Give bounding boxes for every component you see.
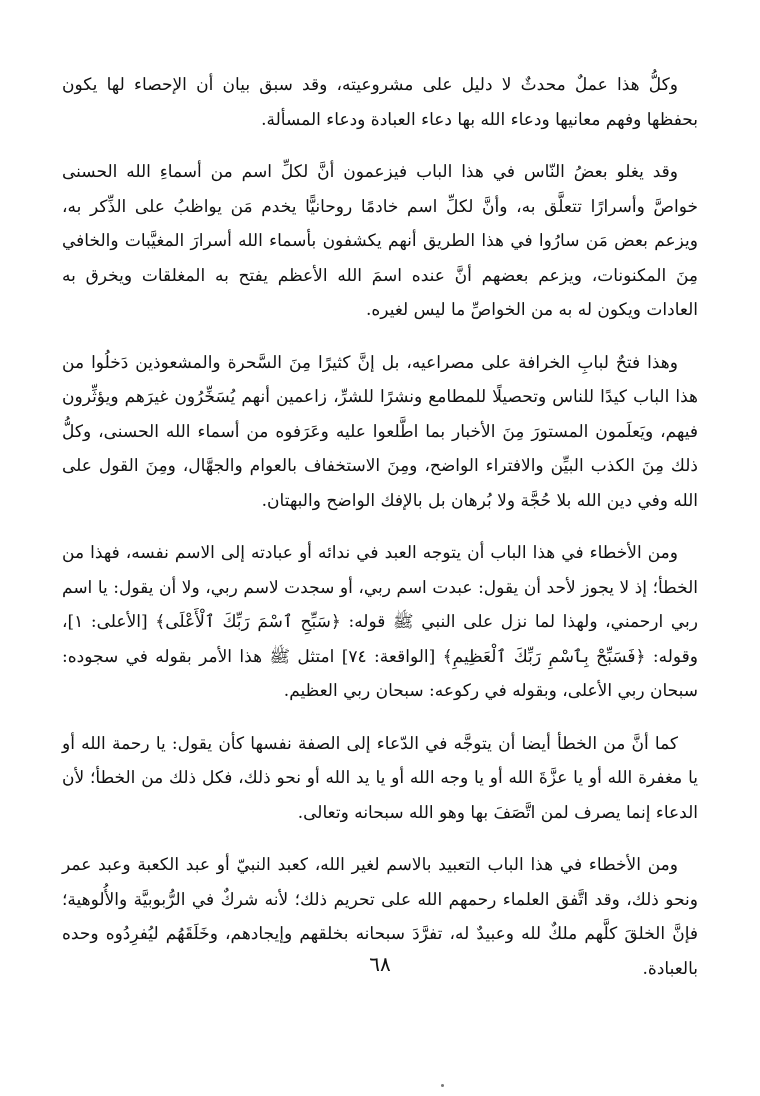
page-body: [62, 68, 698, 1000]
paragraph-4: ومن الأخطاء في هذا الباب أن يتوجه العبد في ندائه أو عبادته إلى الاسم نفسه، فهذا من الخطأ؛ إذ لا يجوز لأحد أن يقول: عبدت اسم ربي، أو سجدت لاسم ربي، ولا أن يقول: يا اسم ربي ارحمني، ولهذا لما نزل على النبي ﷺ قوله: ﴿سَبِّحِ ٱسْمَ رَبِّكَ ٱلْأَعْلَى﴾ [الأعلى: ١]، وقوله: ﴿فَسَبِّحْ بِٱسْمِ رَبِّكَ ٱلْعَظِيمِ﴾ [الواقعة: ٧٤] امتثل ﷺ هذا الأمر بقوله في سجوده: سبحان ربي الأعلى، وبقوله في ركوعه: سبحان ربي العظيم.: [62, 543, 698, 701]
paragraph-5: كما أنَّ من الخطأ أيضا أن يتوجَّه في الدّعاء إلى الصفة نفسها كأن يقول: يا رحمة الله أو يا مغفرة الله أو يا عزَّةَ الله أو يا وجه الله أو يا يد الله أو نحو ذلك، فكل ذلك من الخطأ؛ لأن الدعاء إنما يصرف لمن اتَّصَفَ بها وهو الله سبحانه وتعالى.: [62, 733, 698, 823]
paragraph-1: وكلُّ هذا عملٌ محدثٌ لا دليل على مشروعيته، وقد سبق بيان أن الإحصاء لها يكون بحفظها وفهم معانيها ودعاء الله بها دعاء العبادة ودعاء المسألة.: [62, 75, 698, 130]
paragraph-3: وهذا فتحٌ لبابِ الخرافة على مصراعيه، بل إنَّ كثيرًا مِنَ السَّحرة والمشعوذين دَخلُوا من هذا الباب كيدًا للناس وتحصيلًا للمطامع ونشرًا للشرِّ، زاعمين أنهم يُسَخِّرُون غيرَهم ويؤثِّرون فيهم، ويَعلَمون المستورَ مِنَ الأخبار بما اطَّلعوا عليه وعَرَفوه من أسماء الله الحسنى، وكلُّ ذلك مِنَ الكذب البيِّن والافتراء الواضح، ومِنَ الاستخفاف بالعوام والجهَّال، ومِنَ القول على الله وفي دين الله بلا حُجَّة ولا بُرهان بل بالإفك الواضح والبهتان.: [62, 352, 698, 511]
paragraph-6: ومن الأخطاء في هذا الباب التعبيد بالاسم لغير الله، كعبد النبيّ أو عبد الكعبة وعبد عمر ونحو ذلك، وقد اتَّفق العلماء رحمهم الله على تحريم ذلك؛ لأنه شركٌ في الرُّبوبيَّة والأُلوهية؛ فإنَّ الخلقَ كلَّهم ملكٌ لله وعبيدٌ له، تفرَّدَ سبحانه بخلقهم وإيجادهم، وخَلَقَهُم ليُفرِدُوه وحده بالعبادة.: [62, 855, 698, 979]
page-number: ٦٨: [369, 952, 391, 976]
footer-dot: [441, 1084, 444, 1087]
paragraph-2: وقد يغلو بعضُ النّاس في هذا الباب فيزعمون أنَّ لكلِّ اسم من أسماءِ الله الحسنى خواصَّ وأسرارًا تتعلَّق به، وأنَّ لكلِّ اسم خادمًا روحانيًّا يخدم مَن يواظبُ على الذِّكر به، ويزعم بعض مَن سارُوا في هذا الطريق أنهم يكشفون بأسماء الله أسرارَ المغيَّبات والخافي مِنَ المكنونات، ويزعم بعضهم أنَّ عنده اسمَ الله الأعظم يفتح به المغلقات ويخرق به العادات ويكون له به من الخواصِّ ما ليس لغيره.: [62, 162, 698, 320]
